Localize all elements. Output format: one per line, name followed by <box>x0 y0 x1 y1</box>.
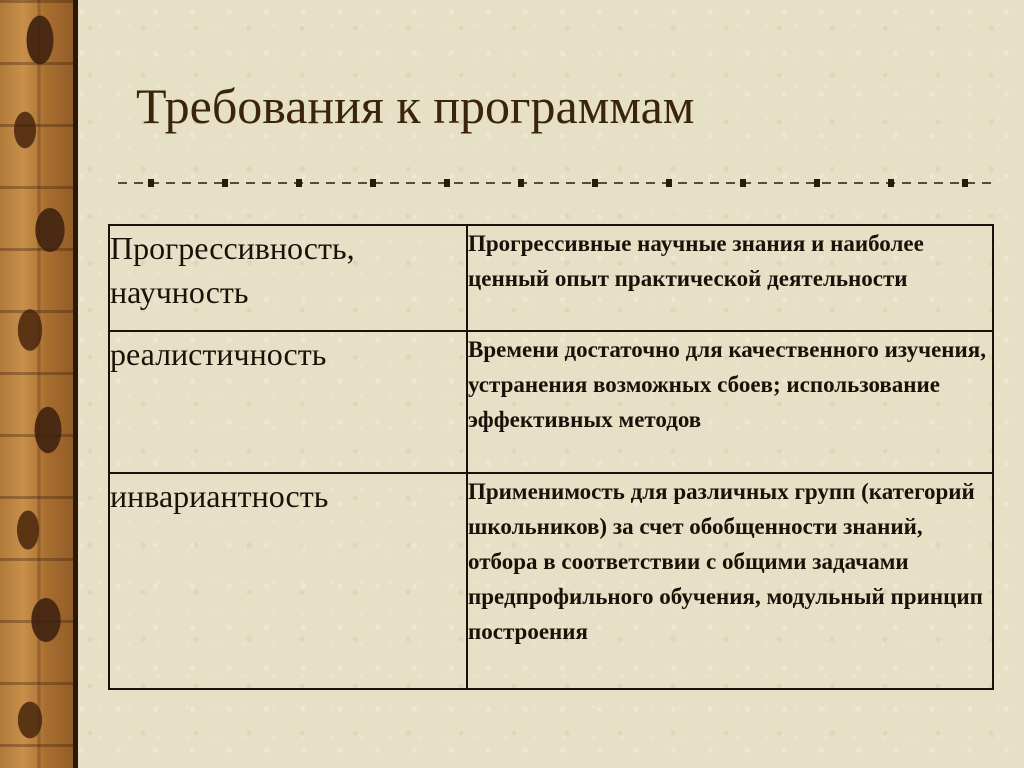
requirement-term: реалистичность <box>109 331 467 473</box>
table-row <box>109 331 993 473</box>
requirements-table-container <box>108 224 992 690</box>
requirement-term: Прогрессивность, научность <box>109 225 467 331</box>
requirement-description: Времени достаточно для качественного изучения, устранения возможных сбоев; использование эффективных методов <box>467 331 993 473</box>
requirement-description: Применимость для различных групп (категорий школьников) за счет обобщенности знаний, отбора в соответствии с общими задачами предпрофильного обучения, модульный принцип построения <box>467 473 993 689</box>
requirement-description: Прогрессивные научные знания и наиболее ценный опыт практической деятельности <box>467 225 993 331</box>
decorative-side-strip <box>0 0 78 768</box>
table-row <box>109 225 993 331</box>
slide-title: Требования к программам <box>136 78 695 134</box>
requirement-term: инвариантность <box>109 473 467 689</box>
requirements-table <box>108 224 994 690</box>
table-row <box>109 473 993 689</box>
dotted-divider <box>118 176 994 190</box>
